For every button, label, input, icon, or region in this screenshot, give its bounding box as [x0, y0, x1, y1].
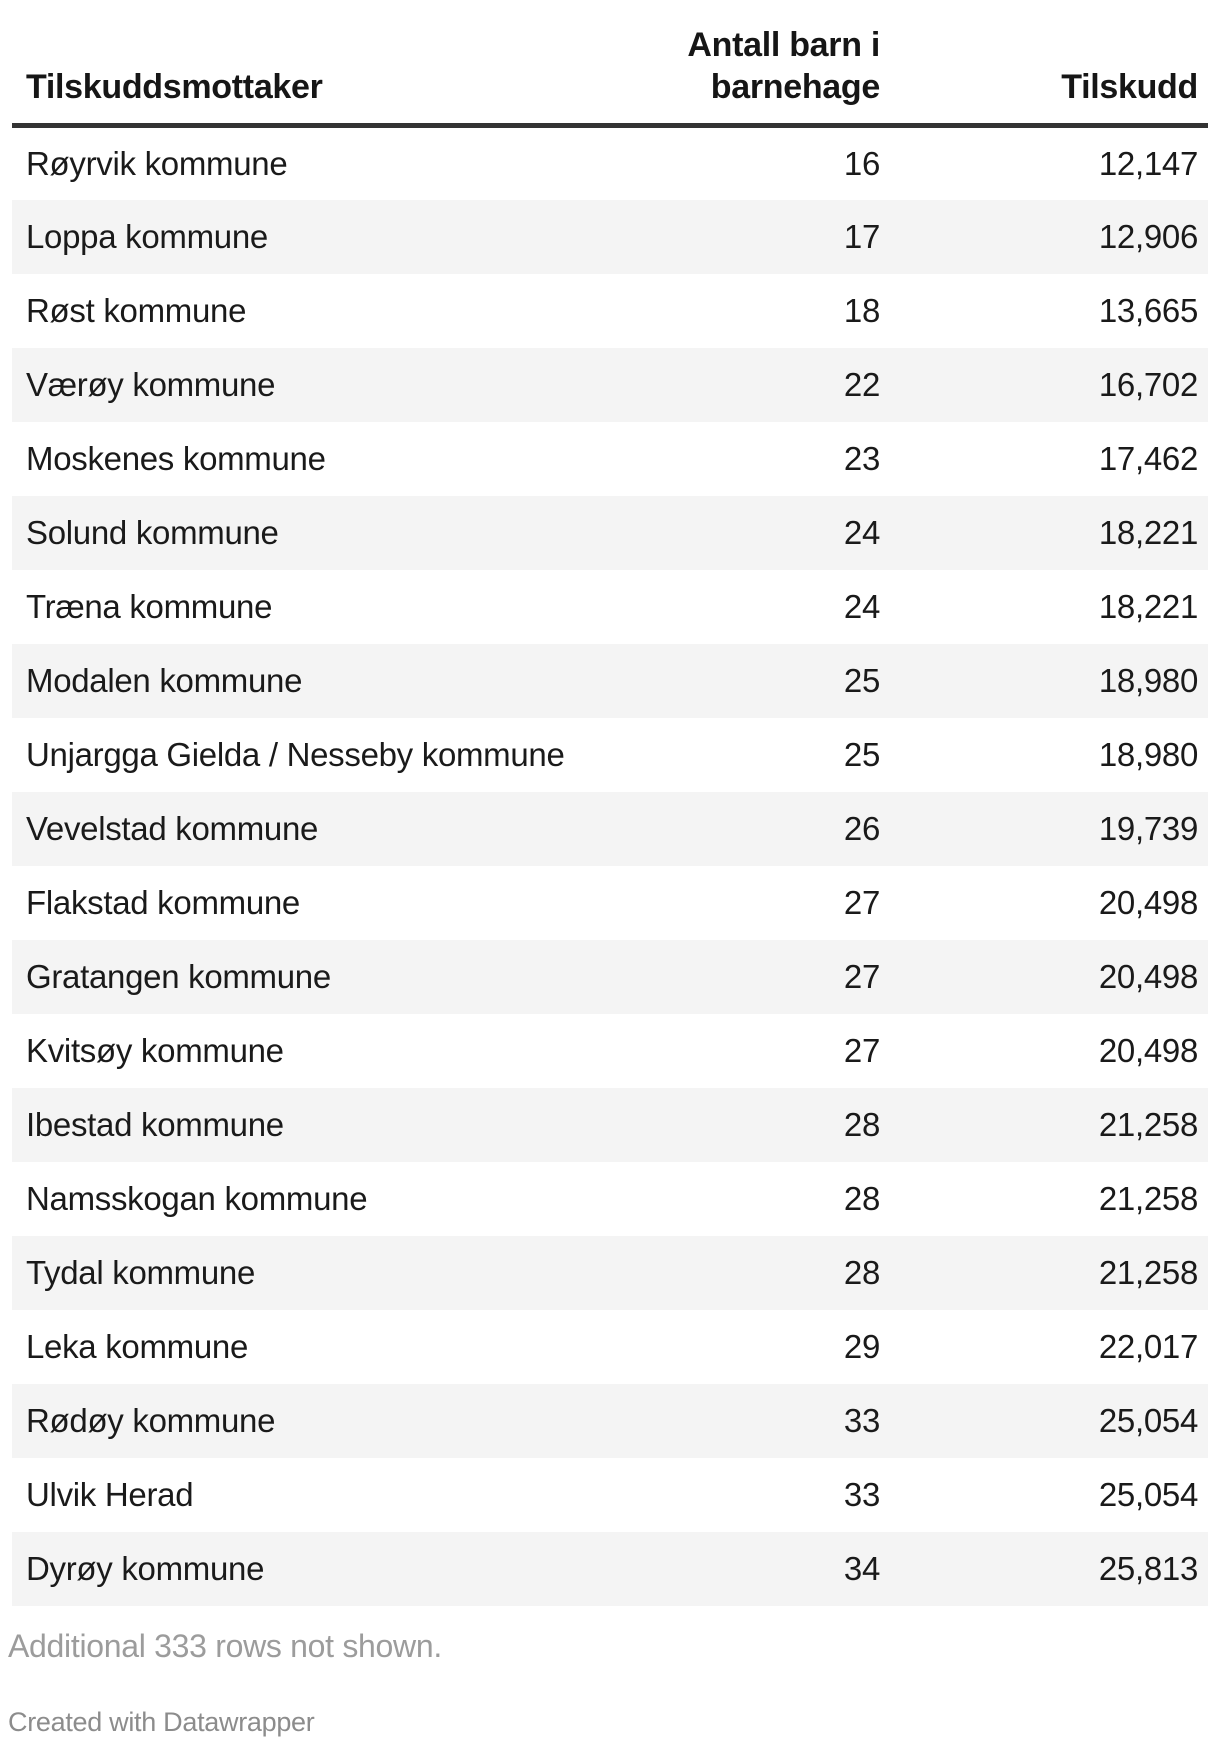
cell-children-count: 23: [843, 439, 880, 477]
table-row: [12, 274, 1208, 348]
table-row: [12, 1458, 1208, 1532]
cell-grant: 21,258: [1098, 1105, 1198, 1143]
cell-children-count: 26: [843, 809, 880, 847]
column-header-tilskuddsmottaker: Tilskuddsmottaker: [12, 0, 638, 126]
cell-recipient: Røyrvik kommune: [26, 144, 288, 182]
cell-children-count: 16: [843, 144, 880, 182]
cell-recipient: Ulvik Herad: [26, 1475, 194, 1513]
table-row: [12, 1310, 1208, 1384]
cell-recipient: Modalen kommune: [26, 661, 303, 699]
cell-children-count: 28: [843, 1105, 880, 1143]
cell-grant: 21,258: [1098, 1253, 1198, 1291]
table-row: [12, 200, 1208, 274]
cell-children-count: 17: [843, 217, 880, 255]
cell-recipient: Flakstad kommune: [26, 883, 300, 921]
cell-grant: 18,221: [1098, 587, 1198, 625]
cell-grant: 18,980: [1098, 661, 1198, 699]
cell-recipient: Vevelstad kommune: [26, 809, 319, 847]
cell-grant: 17,462: [1098, 439, 1198, 477]
cell-recipient: Værøy kommune: [26, 365, 276, 403]
cell-recipient: Moskenes kommune: [26, 439, 326, 477]
cell-grant: 25,813: [1098, 1549, 1198, 1587]
cell-children-count: 33: [843, 1401, 880, 1439]
table-row: [12, 348, 1208, 422]
cell-children-count: 24: [843, 587, 880, 625]
cell-grant: 20,498: [1098, 883, 1198, 921]
table-row: [12, 644, 1208, 718]
cell-grant: 25,054: [1098, 1401, 1198, 1439]
table-row: [12, 1532, 1208, 1606]
cell-grant: 16,702: [1098, 365, 1198, 403]
datawrapper-attribution: Created with Datawrapper: [8, 1706, 315, 1737]
cell-children-count: 27: [843, 883, 880, 921]
table-row: [12, 422, 1208, 496]
table-row: [12, 792, 1208, 866]
table-row: [12, 1088, 1208, 1162]
cell-grant: 12,906: [1098, 217, 1198, 255]
cell-recipient: Namsskogan kommune: [26, 1179, 368, 1217]
cell-grant: 18,980: [1098, 735, 1198, 773]
cell-children-count: 25: [843, 735, 880, 773]
cell-grant: 19,739: [1098, 809, 1198, 847]
cell-recipient: Tydal kommune: [26, 1253, 256, 1291]
cell-children-count: 24: [843, 513, 880, 551]
column-header-tilskudd: Tilskudd: [890, 0, 1208, 126]
table-row: [12, 1014, 1208, 1088]
cell-recipient: Røst kommune: [26, 291, 247, 329]
cell-children-count: 34: [843, 1549, 880, 1587]
table-row: [12, 940, 1208, 1014]
cell-grant: 20,498: [1098, 1031, 1198, 1069]
cell-recipient: Gratangen kommune: [26, 957, 331, 995]
cell-children-count: 18: [843, 291, 880, 329]
table-row: [12, 126, 1208, 200]
cell-recipient: Leka kommune: [26, 1327, 249, 1365]
table-row: [12, 866, 1208, 940]
rows-not-shown-note: Additional 333 rows not shown.: [8, 1627, 442, 1664]
cell-recipient: Dyrøy kommune: [26, 1549, 265, 1587]
cell-children-count: 28: [843, 1253, 880, 1291]
cell-recipient: Træna kommune: [26, 587, 273, 625]
cell-children-count: 33: [843, 1475, 880, 1513]
table-row: [12, 1384, 1208, 1458]
cell-children-count: 25: [843, 661, 880, 699]
column-header-antall-barn: Antall barn i barnehage: [638, 0, 890, 126]
cell-children-count: 27: [843, 957, 880, 995]
cell-children-count: 28: [843, 1179, 880, 1217]
cell-children-count: 29: [843, 1327, 880, 1365]
table-header-row: [12, 0, 1208, 126]
cell-grant: 20,498: [1098, 957, 1198, 995]
table-row: [12, 570, 1208, 644]
cell-grant: 21,258: [1098, 1179, 1198, 1217]
table-header: [12, 0, 1208, 126]
table-body: [12, 126, 1208, 1606]
table-row: [12, 1236, 1208, 1310]
table-row: [12, 1162, 1208, 1236]
grant-table: [12, 0, 1208, 1606]
cell-grant: 12,147: [1098, 144, 1198, 182]
cell-grant: 13,665: [1098, 291, 1198, 329]
cell-children-count: 22: [843, 365, 880, 403]
table-row: [12, 718, 1208, 792]
cell-grant: 18,221: [1098, 513, 1198, 551]
cell-grant: 22,017: [1098, 1327, 1198, 1365]
cell-grant: 25,054: [1098, 1475, 1198, 1513]
cell-recipient: Ibestad kommune: [26, 1105, 284, 1143]
cell-recipient: Solund kommune: [26, 513, 279, 551]
table-row: [12, 496, 1208, 570]
cell-recipient: Unjargga Gielda / Nesseby kommune: [26, 735, 565, 773]
cell-recipient: Loppa kommune: [26, 217, 268, 255]
cell-recipient: Rødøy kommune: [26, 1401, 276, 1439]
cell-recipient: Kvitsøy kommune: [26, 1031, 284, 1069]
cell-children-count: 27: [843, 1031, 880, 1069]
